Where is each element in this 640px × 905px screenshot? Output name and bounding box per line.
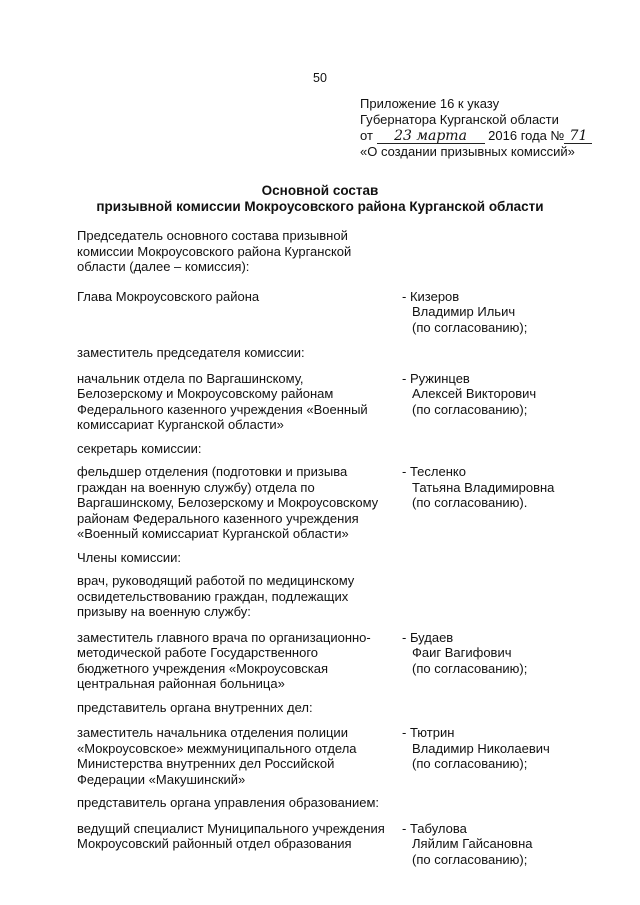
member-position: начальник отдела по Варгашинскому, Белозерскому и Мокроусовскому районам Федерального казенного учреждения «Военный комиссариат Курганской области»: [77, 370, 368, 432]
member-name-line: Ляйлим Гайсановна: [412, 836, 533, 851]
member-name-line: - Будаев: [402, 629, 454, 645]
section-heading: секретарь комиссии:: [77, 440, 202, 456]
member-name-line: - Кизеров: [402, 288, 460, 304]
member-position: заместитель начальника отделения полиции «Мокроусовское» межмуниципального отдела Министерства внутренних дел Российской Федерации «Макушинский»: [77, 725, 357, 787]
member-row: [77, 821, 617, 868]
member-name-line: Владимир Николаевич: [412, 740, 550, 756]
member-row: [77, 725, 617, 787]
member-row: [77, 371, 617, 433]
member-name: [402, 821, 602, 868]
member-name-line: (по согласованию);: [412, 319, 528, 335]
section-heading: врач, руководящий работой по медицинскому освидетельствованию граждан, подлежащих призыву на военную службу:: [77, 573, 355, 619]
appendix-line-4: «О создании призывных комиссий»: [360, 144, 575, 159]
member-name-line: - Тютрин: [402, 725, 455, 740]
title-line-1: Основной состав: [261, 183, 379, 198]
member-name-line: (по согласованию);: [412, 401, 528, 417]
appendix-line-1: Приложение 16 к указу: [360, 96, 500, 111]
member-position: Глава Мокроусовского района: [77, 288, 260, 304]
member-name-line: - Табулова: [402, 820, 467, 836]
handwritten-date: 23 марта: [377, 129, 485, 144]
appendix-block: [360, 96, 630, 160]
member-row: [77, 464, 617, 542]
member-name-line: Владимир Ильич: [412, 304, 516, 319]
member-row: [77, 630, 617, 692]
section-heading: представитель органа внутренних дел:: [77, 699, 313, 715]
section-heading: заместитель председателя комиссии:: [77, 345, 305, 360]
member-row: [77, 289, 617, 336]
page-number: 50: [313, 71, 327, 85]
member-name: [402, 464, 602, 542]
member-name-line: Фаиг Вагифович: [412, 645, 512, 660]
member-name: [402, 289, 602, 336]
member-name-line: (по согласованию);: [412, 660, 528, 676]
member-name-line: Алексей Викторович: [412, 386, 537, 401]
member-name-line: (по согласованию);: [412, 851, 528, 867]
date-prefix: от: [360, 128, 373, 143]
intro-paragraph: Председатель основного состава призывной комиссии Мокроусовского района Курганской области (далее – комиссия):: [77, 228, 352, 274]
commission-list: [77, 228, 617, 867]
member-name: [402, 725, 602, 787]
member-name: [402, 371, 602, 433]
date-suffix: 2016 года №: [488, 128, 565, 143]
member-name-line: - Ружинцев: [402, 370, 470, 386]
member-name-line: - Тесленко: [402, 464, 466, 479]
member-name-line: (по согласованию).: [412, 495, 528, 510]
appendix-line-2: Губернатора Курганской области: [360, 112, 559, 127]
member-position: заместитель главного врача по организационно-методической работе Государственного бюджетного учреждения «Мокроусовская центральная районная больница»: [77, 629, 371, 691]
document-title: [0, 183, 640, 215]
member-name-line: (по согласованию);: [412, 756, 528, 771]
title-line-2: призывной комиссии Мокроусовского района Курганской области: [96, 199, 544, 214]
appendix-date-line: [360, 128, 630, 144]
handwritten-number: 71: [564, 129, 592, 144]
member-name-line: Татьяна Владимировна: [412, 479, 555, 495]
section-heading: Члены комиссии:: [77, 549, 182, 565]
member-name: [402, 630, 602, 692]
member-position: фельдшер отделения (подготовки и призыва граждан на военную службу) отдела по Варгашинскому, Белозерскому и Мокроусовскому районам Федерального казенного учреждения «Военный комиссариат Курганской области»: [77, 464, 379, 541]
member-position: ведущий специалист Муниципального учреждения Мокроусовский районный отдел образования: [77, 820, 385, 851]
section-heading: представитель органа управления образованием:: [77, 795, 380, 810]
